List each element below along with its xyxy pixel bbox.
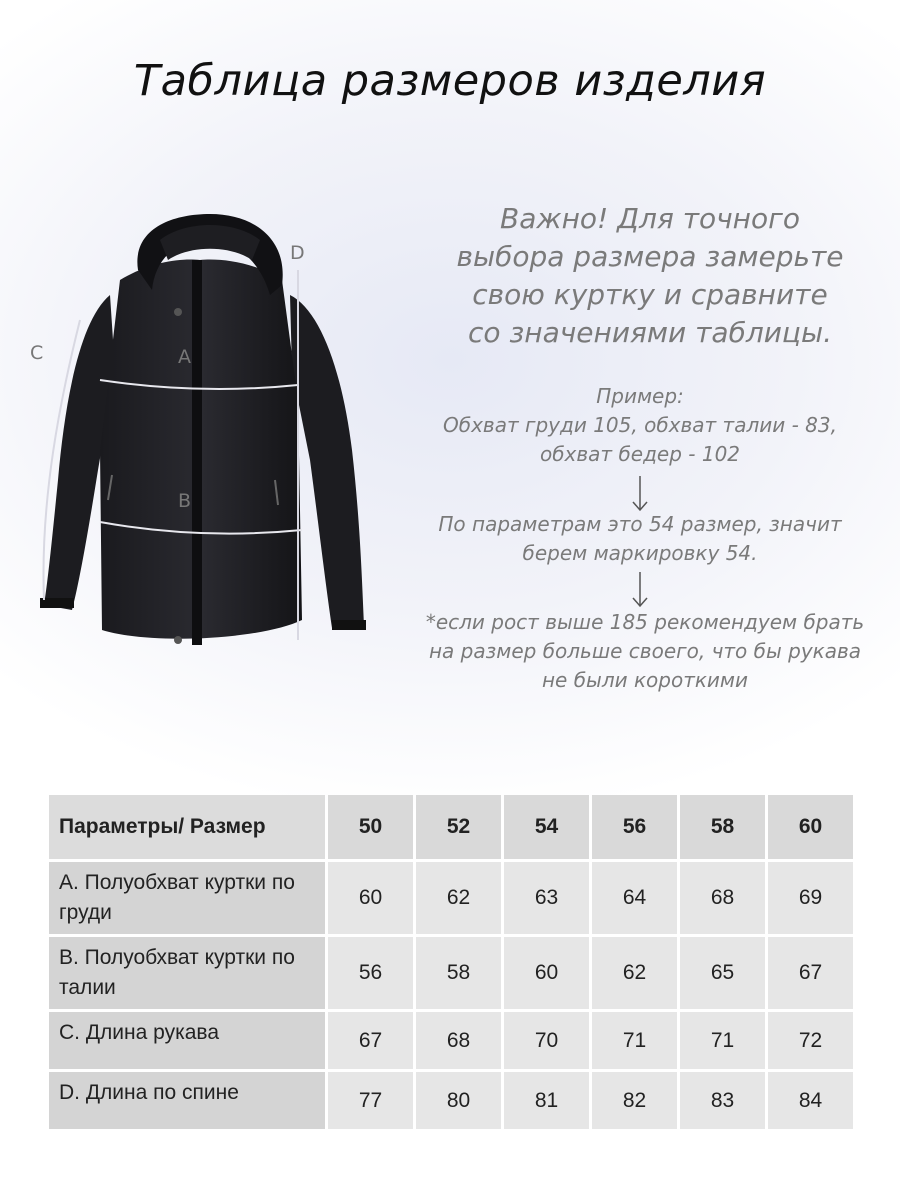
- footnote-line: на размер больше своего, что бы рукава: [428, 639, 862, 663]
- value-cell: 67: [768, 937, 853, 1009]
- param-cell: B. Полуобхват куртки по талии: [49, 937, 325, 1009]
- value-cell: 64: [592, 862, 677, 934]
- value-cell: 77: [328, 1072, 413, 1129]
- label-d: D: [290, 242, 305, 264]
- notice-line: Важно! Для точного: [500, 202, 800, 235]
- footnote-line: не были короткими: [541, 668, 749, 692]
- header-cell-size: 52: [416, 795, 501, 859]
- value-cell: 82: [592, 1072, 677, 1129]
- table-row: [49, 862, 853, 934]
- result-line: По параметрам это 54 размер, значит: [438, 512, 842, 536]
- notice-line: со значениями таблицы.: [467, 316, 832, 349]
- value-cell: 68: [416, 1012, 501, 1069]
- header-cell-size: 58: [680, 795, 765, 859]
- notice-line: свою куртку и сравните: [472, 278, 828, 311]
- label-b: B: [178, 490, 192, 512]
- param-cell: C. Длина рукава: [49, 1012, 325, 1069]
- label-a: A: [178, 346, 191, 368]
- value-cell: 60: [504, 937, 589, 1009]
- value-cell: 81: [504, 1072, 589, 1129]
- value-cell: 83: [680, 1072, 765, 1129]
- value-cell: 71: [680, 1012, 765, 1069]
- value-cell: 72: [768, 1012, 853, 1069]
- arrow-down-icon: [630, 570, 650, 610]
- size-table: [46, 792, 856, 1132]
- value-cell: 69: [768, 862, 853, 934]
- header-cell-size: 54: [504, 795, 589, 859]
- header-cell-params: Параметры/ Размер: [49, 795, 325, 859]
- example-line: обхват бедер - 102: [539, 442, 741, 466]
- table-row: [49, 937, 853, 1009]
- value-cell: 80: [416, 1072, 501, 1129]
- value-cell: 62: [416, 862, 501, 934]
- value-cell: 60: [328, 862, 413, 934]
- footnote: [395, 608, 895, 695]
- value-cell: 70: [504, 1012, 589, 1069]
- value-cell: 84: [768, 1072, 853, 1129]
- page-title: Таблица размеров изделия: [133, 56, 767, 106]
- value-cell: 56: [328, 937, 413, 1009]
- param-cell: D. Длина по спине: [49, 1072, 325, 1129]
- header-cell-size: 50: [328, 795, 413, 859]
- notice-line: выбора размера замерьте: [456, 240, 844, 273]
- example-block: [400, 382, 880, 469]
- param-cell: A. Полуобхват куртки по груди: [49, 862, 325, 934]
- value-cell: 71: [592, 1012, 677, 1069]
- table-header-row: [49, 795, 853, 859]
- table-row: [49, 1012, 853, 1069]
- label-c: C: [30, 342, 44, 364]
- result-block: [395, 510, 885, 568]
- jacket-diagram: [20, 200, 380, 670]
- value-cell: 63: [504, 862, 589, 934]
- header-cell-size: 56: [592, 795, 677, 859]
- example-line: Пример:: [596, 384, 684, 408]
- value-cell: 58: [416, 937, 501, 1009]
- header-cell-size: 60: [768, 795, 853, 859]
- footnote-line: *если рост выше 185 рекомендуем брать: [425, 610, 865, 634]
- value-cell: 67: [328, 1012, 413, 1069]
- example-line: Обхват груди 105, обхват талии - 83,: [443, 413, 837, 437]
- result-line: берем маркировку 54.: [522, 541, 758, 565]
- important-notice: [420, 200, 880, 352]
- value-cell: 65: [680, 937, 765, 1009]
- value-cell: 68: [680, 862, 765, 934]
- value-cell: 62: [592, 937, 677, 1009]
- arrow-down-icon: [630, 474, 650, 514]
- jacket-illustration: [20, 200, 380, 670]
- table-row: [49, 1072, 853, 1129]
